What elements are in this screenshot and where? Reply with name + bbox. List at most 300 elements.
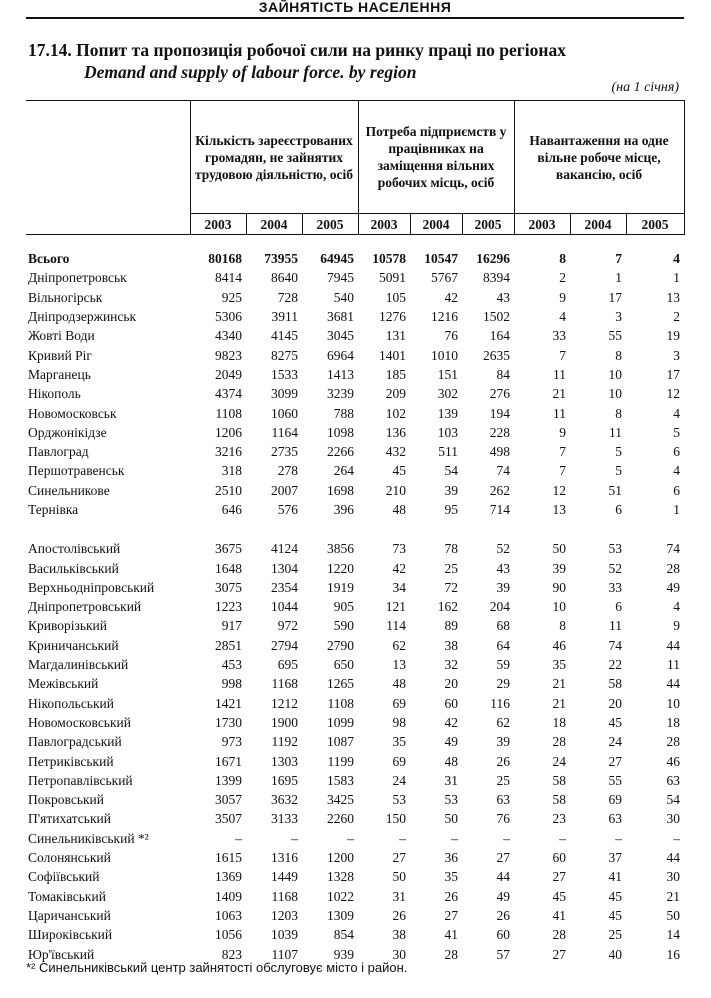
region-name: Межівський (28, 676, 99, 692)
value-cell: 4 (673, 251, 681, 267)
value-cell: 9 (559, 424, 567, 440)
value-cell: 210 (385, 482, 406, 498)
region-name: Синельникове (28, 482, 110, 498)
value-cell: 40 (608, 946, 623, 962)
value-cell: 13 (666, 289, 681, 305)
value-cell: 1671 (215, 753, 242, 769)
value-cell: 1409 (215, 888, 242, 904)
value-cell: 714 (489, 502, 511, 517)
value-cell: 26 (444, 888, 458, 904)
value-cell: 925 (221, 289, 242, 305)
value-cell: 39 (496, 734, 511, 750)
value-cell: 50 (552, 541, 567, 557)
value-cell: 540 (333, 289, 354, 305)
value-cell: 27 (552, 946, 567, 962)
value-cell: 30 (392, 946, 406, 962)
value-cell: 136 (385, 424, 406, 440)
value-cell: 26 (496, 907, 511, 923)
value-cell: 90 (552, 579, 567, 595)
value-cell: 27 (496, 850, 511, 866)
value-cell: 43 (496, 560, 511, 576)
value-cell: 3425 (327, 792, 354, 808)
value-cell: 24 (392, 772, 406, 788)
value-cell: 114 (386, 618, 406, 634)
value-cell: 131 (385, 328, 406, 344)
value-cell: 58 (608, 676, 623, 692)
value-cell: 46 (666, 753, 681, 769)
value-cell: 62 (392, 637, 406, 653)
value-cell: 2635 (483, 347, 511, 363)
value-cell: 264 (333, 463, 354, 479)
value-cell: 7 (559, 444, 567, 460)
value-cell: 7 (559, 347, 567, 363)
value-cell: 11 (667, 657, 681, 673)
table-row (26, 539, 684, 558)
value-cell: 31 (444, 772, 458, 788)
value-cell: 1168 (271, 888, 298, 904)
value-cell: 41 (552, 907, 567, 923)
region-name: Верхньодніпровський (28, 579, 155, 595)
value-cell: 7945 (327, 270, 354, 286)
value-cell: 69 (608, 792, 623, 808)
value-cell: 30 (666, 869, 681, 885)
value-cell: 10 (552, 599, 567, 615)
value-cell: 1164 (271, 424, 298, 440)
value-cell: 1401 (379, 347, 406, 363)
value-cell: 4145 (271, 328, 298, 344)
value-cell: 80168 (208, 251, 242, 267)
value-cell: 38 (444, 637, 458, 653)
region-name: Всього (28, 251, 70, 267)
table-body (26, 235, 684, 964)
value-cell: 62 (496, 714, 511, 730)
value-cell: 6 (673, 444, 681, 460)
value-cell: 38 (392, 927, 406, 943)
value-cell: 11 (553, 366, 567, 382)
value-cell: 64 (496, 637, 511, 653)
value-cell: 28 (666, 560, 681, 576)
value-cell: 5 (673, 424, 681, 440)
value-cell: 8640 (271, 270, 298, 286)
value-cell: 2790 (327, 637, 354, 653)
value-cell: 1220 (327, 560, 354, 576)
value-cell: 1063 (215, 907, 242, 923)
value-cell: 46 (552, 637, 567, 653)
table-row (26, 829, 684, 848)
value-cell: 19 (666, 328, 681, 344)
value-cell: 49 (666, 579, 681, 595)
value-cell: 73955 (264, 251, 298, 267)
value-cell: 105 (385, 289, 406, 305)
region-name: Нікополь (28, 386, 81, 402)
value-cell: 26 (392, 907, 406, 923)
value-cell: 41 (444, 927, 458, 943)
table-row (26, 461, 684, 480)
value-cell: 511 (438, 444, 458, 460)
table-title-uk: 17.14. Попит та пропозиція робочої сили на ринку праці по регіонах (28, 40, 566, 60)
value-cell: 31 (392, 888, 406, 904)
value-cell: 1413 (327, 366, 354, 382)
value-cell: 57 (496, 946, 511, 962)
value-cell: 27 (552, 869, 567, 885)
value-cell: 1044 (271, 599, 298, 615)
value-cell: 302 (437, 386, 458, 402)
value-cell: 262 (489, 482, 511, 498)
value-cell: 51 (608, 482, 623, 498)
table-row (26, 694, 684, 713)
value-cell: 44 (666, 676, 681, 692)
value-cell: 20 (608, 695, 623, 711)
value-cell: 10 (666, 695, 681, 711)
value-cell: 39 (444, 482, 458, 498)
value-cell: 1502 (483, 309, 511, 325)
value-cell: 52 (608, 560, 623, 576)
value-cell: 13 (392, 657, 406, 673)
region-name: Софіївський (28, 869, 100, 885)
region-name: Юр'ївський (28, 946, 95, 962)
value-cell: 55 (608, 328, 623, 344)
value-cell: 3045 (327, 328, 354, 344)
value-cell: 14 (666, 927, 681, 943)
region-name: Новомосковськ (28, 405, 117, 421)
region-name: Павлоградський (28, 734, 122, 750)
value-cell: 3216 (215, 444, 242, 460)
value-cell: 396 (333, 502, 354, 517)
region-name: Нікопольський (28, 695, 114, 711)
value-cell: 10 (608, 366, 623, 382)
value-cell: 1056 (215, 927, 242, 943)
value-cell: 35 (552, 657, 567, 673)
value-cell: 854 (333, 927, 354, 943)
value-cell: 2510 (215, 482, 242, 498)
value-cell: 12 (666, 386, 681, 402)
value-cell: 1328 (327, 869, 354, 885)
value-cell: 1 (615, 270, 623, 286)
year-header: 2005 (462, 214, 514, 235)
table-row (26, 578, 684, 597)
table-row (26, 848, 684, 867)
value-cell: 8394 (483, 270, 511, 286)
value-cell: 8 (559, 251, 567, 267)
value-cell: 60 (444, 695, 458, 711)
value-cell: 1900 (271, 714, 298, 730)
region-name: Дніпродзержинськ (28, 309, 137, 325)
value-cell: 972 (277, 618, 298, 634)
value-cell: 53 (444, 792, 458, 808)
value-cell: 1399 (215, 772, 242, 788)
value-cell: 28 (552, 927, 567, 943)
value-cell: 4374 (215, 386, 242, 402)
value-cell: 2260 (327, 811, 354, 827)
value-cell: 74 (496, 463, 511, 479)
year-header: 2003 (190, 214, 246, 235)
value-cell: 973 (221, 734, 242, 750)
value-cell: 33 (608, 579, 623, 595)
value-cell: – (291, 830, 298, 846)
value-cell: 28 (666, 734, 681, 750)
value-cell: 103 (437, 424, 458, 440)
value-cell: 23 (552, 811, 567, 827)
footnote: *² Синельниківський центр зайнятості обслуговує місто і район. (26, 960, 408, 975)
value-cell: 52 (496, 541, 511, 557)
value-cell: 26 (496, 753, 511, 769)
value-cell: 2049 (215, 366, 242, 382)
section-gap (26, 519, 684, 539)
region-name: Солонянський (28, 850, 111, 866)
value-cell: 917 (221, 618, 242, 634)
region-name: Магдалинівський (28, 657, 129, 673)
value-cell: 1309 (327, 907, 354, 923)
value-cell: 30 (666, 811, 681, 827)
value-cell: 72 (444, 579, 458, 595)
value-cell: 5 (615, 463, 623, 479)
value-cell: 2 (673, 309, 681, 325)
value-cell: 1698 (327, 482, 354, 498)
value-cell: 228 (489, 424, 511, 440)
region-name: Павлоград (28, 444, 89, 460)
value-cell: 27 (608, 753, 623, 769)
value-cell: 48 (444, 753, 458, 769)
value-cell: 17 (608, 289, 623, 305)
value-cell: 55 (608, 772, 623, 788)
value-cell: 2354 (271, 579, 298, 595)
value-cell: – (615, 830, 623, 846)
value-cell: 54 (666, 792, 681, 808)
region-name: Новомосковський (28, 714, 131, 730)
region-name: Петропавлівський (28, 772, 133, 788)
year-header: 2005 (302, 214, 358, 235)
region-name: Петриківський (28, 753, 114, 769)
year-header: 2005 (626, 214, 684, 235)
value-cell: 29 (496, 676, 511, 692)
value-cell: 20 (444, 676, 458, 692)
value-cell: 44 (666, 637, 681, 653)
table-row (26, 674, 684, 693)
value-cell: 139 (437, 405, 458, 421)
value-cell: 18 (666, 714, 681, 730)
value-cell: 4 (673, 599, 681, 615)
value-cell: 9823 (215, 347, 242, 363)
value-cell: 49 (444, 734, 458, 750)
value-cell: 8 (615, 347, 623, 363)
region-name: Васильківський (28, 560, 119, 576)
value-cell: 695 (277, 657, 298, 673)
value-cell: 576 (277, 502, 298, 517)
value-cell: 1583 (327, 772, 354, 788)
value-cell: 69 (392, 753, 406, 769)
value-cell: 6 (615, 502, 623, 517)
value-cell: 1421 (215, 695, 242, 711)
value-cell: 2007 (271, 482, 298, 498)
region-name: Царичанський (28, 907, 111, 923)
table-row (26, 481, 684, 500)
value-cell: 905 (333, 599, 354, 615)
value-cell: 63 (496, 792, 511, 808)
value-cell: 3507 (215, 811, 242, 827)
value-cell: 2794 (271, 637, 298, 653)
region-name: Широківський (28, 927, 113, 943)
region-name: Кривий Ріг (28, 347, 92, 363)
value-cell: 16296 (476, 251, 511, 267)
value-cell: 4340 (215, 328, 242, 344)
value-cell: 4 (559, 309, 567, 325)
value-cell: 1 (673, 502, 681, 517)
value-cell: 10 (608, 386, 623, 402)
value-cell: 276 (489, 386, 511, 402)
value-cell: 9 (673, 618, 681, 634)
value-cell: 74 (666, 541, 681, 557)
table-row (26, 636, 684, 655)
value-cell: – (503, 830, 511, 846)
header-corner (26, 101, 190, 235)
value-cell: 728 (277, 289, 298, 305)
region-name: Дніпропетровський (28, 599, 142, 615)
value-cell: 9 (559, 289, 567, 305)
value-cell: 36 (444, 850, 458, 866)
value-cell: 22 (608, 657, 623, 673)
value-cell: 1919 (327, 579, 354, 595)
value-cell: 28 (444, 946, 458, 962)
value-cell: 8414 (215, 270, 242, 286)
value-cell: 69 (392, 695, 406, 711)
value-cell: 1615 (215, 850, 242, 866)
region-name: Томаківський (28, 888, 106, 904)
region-name: Першотравенськ (28, 463, 125, 479)
year-header: 2003 (358, 214, 410, 235)
value-cell: 35 (444, 869, 458, 885)
value-cell: 39 (552, 560, 567, 576)
table-title-en: Demand and supply of labour force. by region (84, 62, 417, 82)
value-cell: 1216 (431, 309, 458, 325)
value-cell: 42 (392, 560, 406, 576)
value-cell: 10578 (372, 251, 406, 267)
value-cell: 11 (609, 618, 623, 634)
region-name: Орджонікідзе (28, 424, 107, 440)
region-name: Дніпропетровськ (28, 270, 127, 286)
value-cell: 1039 (271, 927, 298, 943)
table-row (26, 925, 684, 944)
value-cell: 1200 (327, 850, 354, 866)
value-cell: 1203 (271, 907, 298, 923)
value-cell: 3911 (271, 309, 298, 325)
value-cell: 1304 (271, 560, 298, 576)
table-row (26, 423, 684, 442)
region-name: Синельниківський *² (28, 830, 149, 846)
table-row (26, 887, 684, 906)
table-row (26, 442, 684, 461)
value-cell: 45 (608, 888, 623, 904)
value-cell: 650 (333, 657, 354, 673)
table-row (26, 558, 684, 577)
table-row (26, 500, 684, 519)
value-cell: 4 (673, 405, 681, 421)
value-cell: – (399, 830, 406, 846)
value-cell: 39 (496, 579, 511, 595)
table-row (26, 732, 684, 751)
value-cell: 73 (392, 541, 406, 557)
value-cell: 590 (333, 618, 354, 634)
table-row (26, 288, 684, 307)
value-cell: 17 (666, 366, 681, 382)
value-cell: 60 (552, 850, 567, 866)
table-row (26, 751, 684, 770)
section-header: ЗАЙНЯТІСТЬ НАСЕЛЕННЯ (26, 0, 684, 19)
value-cell: 58 (552, 772, 567, 788)
value-cell: 50 (666, 907, 681, 923)
value-cell: 3057 (215, 792, 242, 808)
value-cell: 164 (489, 328, 511, 344)
value-cell: 25 (496, 772, 511, 788)
region-name: Покровський (28, 792, 105, 808)
header-demand: Потреба підприємств у працівниках на заміщення вільних робочих місць, осіб (358, 101, 514, 214)
value-cell: 3 (673, 347, 681, 363)
value-cell: 45 (392, 463, 406, 479)
value-cell: 998 (221, 676, 242, 692)
labour-table (26, 100, 685, 964)
value-cell: 5767 (431, 270, 458, 286)
value-cell: 162 (437, 599, 458, 615)
table-row (26, 771, 684, 790)
value-cell: 89 (444, 618, 458, 634)
value-cell: 44 (496, 869, 511, 885)
value-cell: 1 (673, 270, 681, 286)
value-cell: 16 (666, 946, 681, 962)
year-header: 2004 (246, 214, 302, 235)
region-name: Тернівка (28, 502, 79, 517)
value-cell: 1212 (271, 695, 298, 711)
value-cell: 646 (221, 502, 242, 517)
value-cell: 58 (552, 792, 567, 808)
value-cell: 788 (333, 405, 354, 421)
value-cell: 25 (444, 560, 458, 576)
table-row (26, 867, 684, 886)
value-cell: 1648 (215, 560, 242, 576)
value-cell: 60 (496, 927, 511, 943)
value-cell: 21 (552, 676, 567, 692)
value-cell: 278 (277, 463, 298, 479)
value-cell: 3856 (327, 541, 354, 557)
value-cell: 43 (496, 289, 511, 305)
value-cell: 76 (444, 328, 458, 344)
header-load: Навантаження на одне вільне робоче місце, вакансію, осіб (514, 101, 684, 214)
table-row (26, 809, 684, 828)
table-row (26, 906, 684, 925)
value-cell: 34 (392, 579, 406, 595)
value-cell: 49 (496, 888, 511, 904)
value-cell: 1223 (215, 599, 242, 615)
value-cell: 7 (559, 463, 567, 479)
value-cell: 42 (444, 289, 458, 305)
value-cell: 48 (392, 676, 406, 692)
value-cell: 1108 (215, 405, 242, 421)
value-cell: 45 (608, 714, 623, 730)
value-cell: 823 (221, 946, 242, 962)
value-cell: 1108 (327, 695, 354, 711)
value-cell: 50 (444, 811, 458, 827)
value-cell: 116 (490, 695, 511, 711)
value-cell: 6 (615, 599, 623, 615)
header-registered: Кількість зареєстрованих громадян, не зайнятих трудовою діяльністю, осіб (190, 101, 358, 214)
value-cell: 64945 (320, 251, 354, 267)
value-cell: 1276 (379, 309, 406, 325)
value-cell: 3632 (271, 792, 298, 808)
value-cell: 3681 (327, 309, 354, 325)
value-cell: 33 (552, 328, 567, 344)
value-cell: 1010 (431, 347, 458, 363)
value-cell: 45 (552, 888, 567, 904)
top-spacer (26, 235, 684, 250)
value-cell: 3133 (271, 811, 298, 827)
